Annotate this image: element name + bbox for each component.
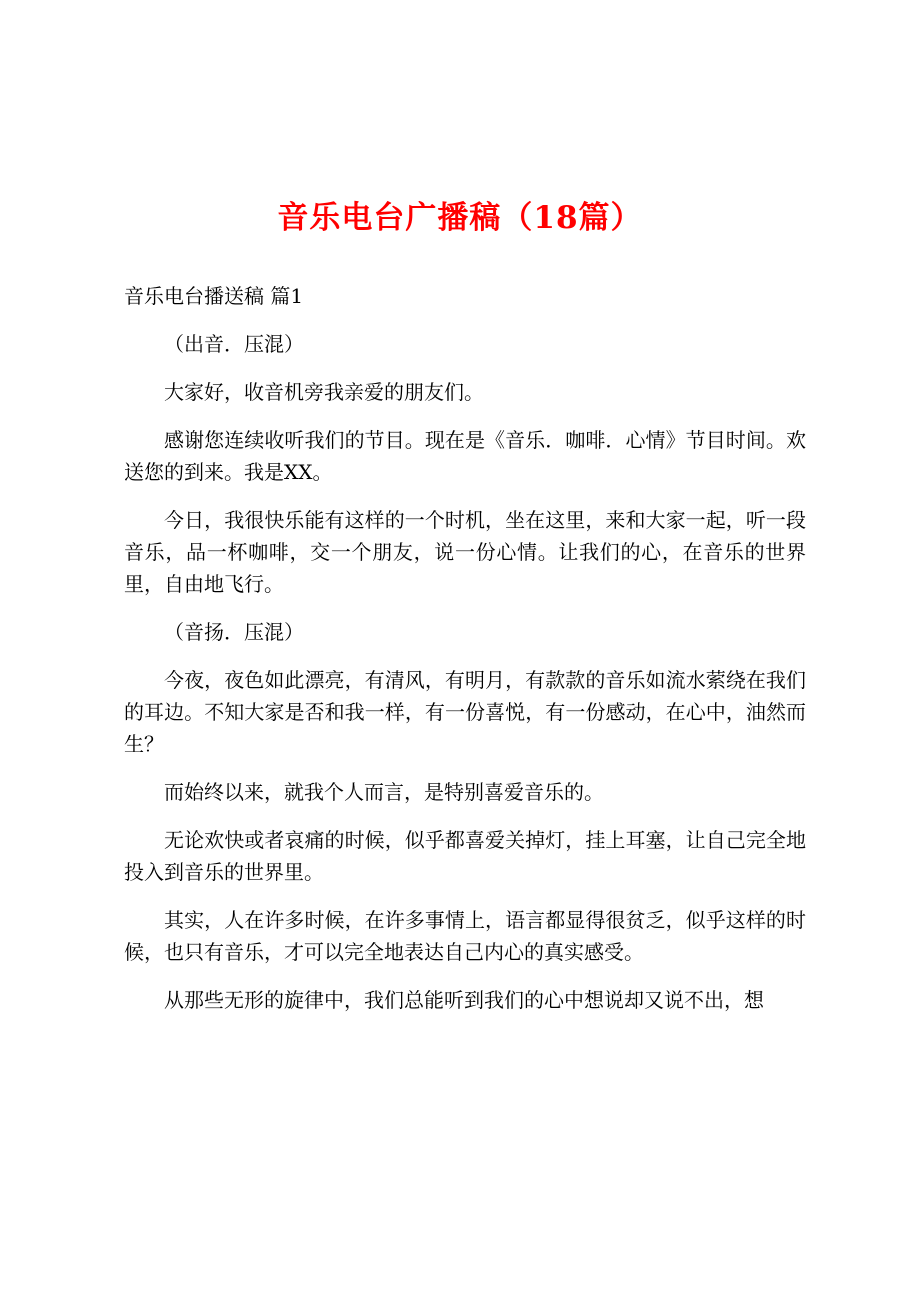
paragraph: 今日，我很快乐能有这样的一个时机，坐在这里，来和大家一起，听一段音乐，品一杯咖啡，交一个朋友，说一份心情。让我们的心，在音乐的世界里，自由地飞行。: [124, 508, 806, 596]
paragraph: 大家好，收音机旁我亲爱的朋友们。: [164, 380, 484, 404]
document-title: 音乐电台广播稿（18篇）: [277, 200, 643, 236]
paragraph: 从那些无形的旋律中，我们总能听到我们的心中想说却又说不出，想: [164, 988, 764, 1012]
paragraph: 感谢您连续收听我们的节目。现在是《音乐．咖啡．心情》节目时间。欢送您的到来。我是XX。: [124, 428, 806, 484]
paragraph: （出音．压混）: [164, 332, 304, 356]
paragraph: 无论欢快或者哀痛的时候，似乎都喜爱关掉灯，挂上耳塞，让自己完全地投入到音乐的世界里。: [124, 828, 806, 884]
section-heading: 音乐电台播送稿 篇1: [124, 284, 304, 308]
paragraph: 其实，人在许多时候，在许多事情上，语言都显得很贫乏，似乎这样的时候，也只有音乐，才可以完全地表达自己内心的真实感受。: [124, 908, 806, 964]
document-body: [124, 280, 806, 1032]
paragraph: 今夜，夜色如此漂亮，有清风，有明月，有款款的音乐如流水萦绕在我们的耳边。不知大家是否和我一样，有一份喜悦，有一份感动，在心中，油然而生？: [124, 668, 806, 756]
paragraph: 而始终以来，就我个人而言，是特别喜爱音乐的。: [164, 780, 604, 804]
paragraph: （音扬．压混）: [164, 620, 304, 644]
